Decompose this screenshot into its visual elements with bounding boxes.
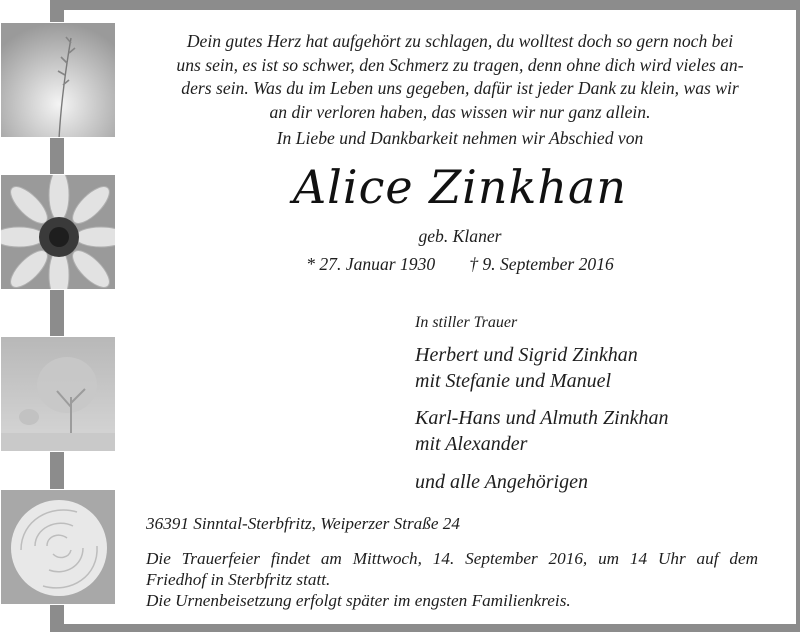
maiden-name: geb. Klaner — [418, 226, 502, 246]
death-date: † 9. September 2016 — [469, 254, 614, 274]
mourning-label: In stiller Trauer — [415, 314, 518, 331]
grass-photo — [0, 22, 116, 138]
rose-photo — [0, 489, 116, 605]
mourner-line: mit Alexander — [415, 433, 528, 455]
life-dates — [128, 254, 792, 275]
poem-line: ders sein. Was du im Leben uns gegeben, dafür ist jeder Dank zu klein, was wir — [181, 78, 739, 98]
poem-line: uns sein, es ist so schwer, den Schmerz zu tragen, denn ohne dich wird vieles an- — [176, 54, 744, 75]
deceased-name: Alice Zinkhan — [292, 160, 628, 214]
funeral-line: Die Urnenbeisetzung erfolgt später im engsten Familienkreis. — [146, 591, 571, 610]
mourner-line: mit Stefanie und Manuel — [415, 370, 612, 392]
flower-photo — [0, 174, 116, 290]
farewell-intro: In Liebe und Dankbarkeit nehmen wir Abschied von — [276, 128, 644, 148]
poem-line: an dir verloren haben, das wissen wir nur ganz allein. — [269, 101, 651, 122]
funeral-line: Die Trauerfeier findet am Mittwoch, 14. September 2016, um 14 Uhr auf dem — [146, 549, 758, 568]
poem-line: Dein gutes Herz hat aufgehört zu schlagen, du wolltest doch so gern noch bei — [186, 31, 734, 51]
tree-photo — [0, 336, 116, 452]
funeral-notice — [146, 548, 758, 611]
obituary-content — [128, 0, 792, 632]
birth-date: * 27. Januar 1930 — [306, 254, 436, 274]
mourner-line: und alle Angehörigen — [415, 471, 588, 493]
address: 36391 Sinntal-Sterbfritz, Weiperzer Straße 24 — [146, 514, 460, 533]
mourner-line: Herbert und Sigrid Zinkhan — [415, 344, 638, 366]
mourner-line: Karl-Hans und Almuth Zinkhan — [415, 407, 669, 429]
poem — [138, 30, 782, 124]
funeral-line: Friedhof in Sterbfritz statt. — [146, 570, 331, 589]
frame-right — [796, 0, 800, 632]
